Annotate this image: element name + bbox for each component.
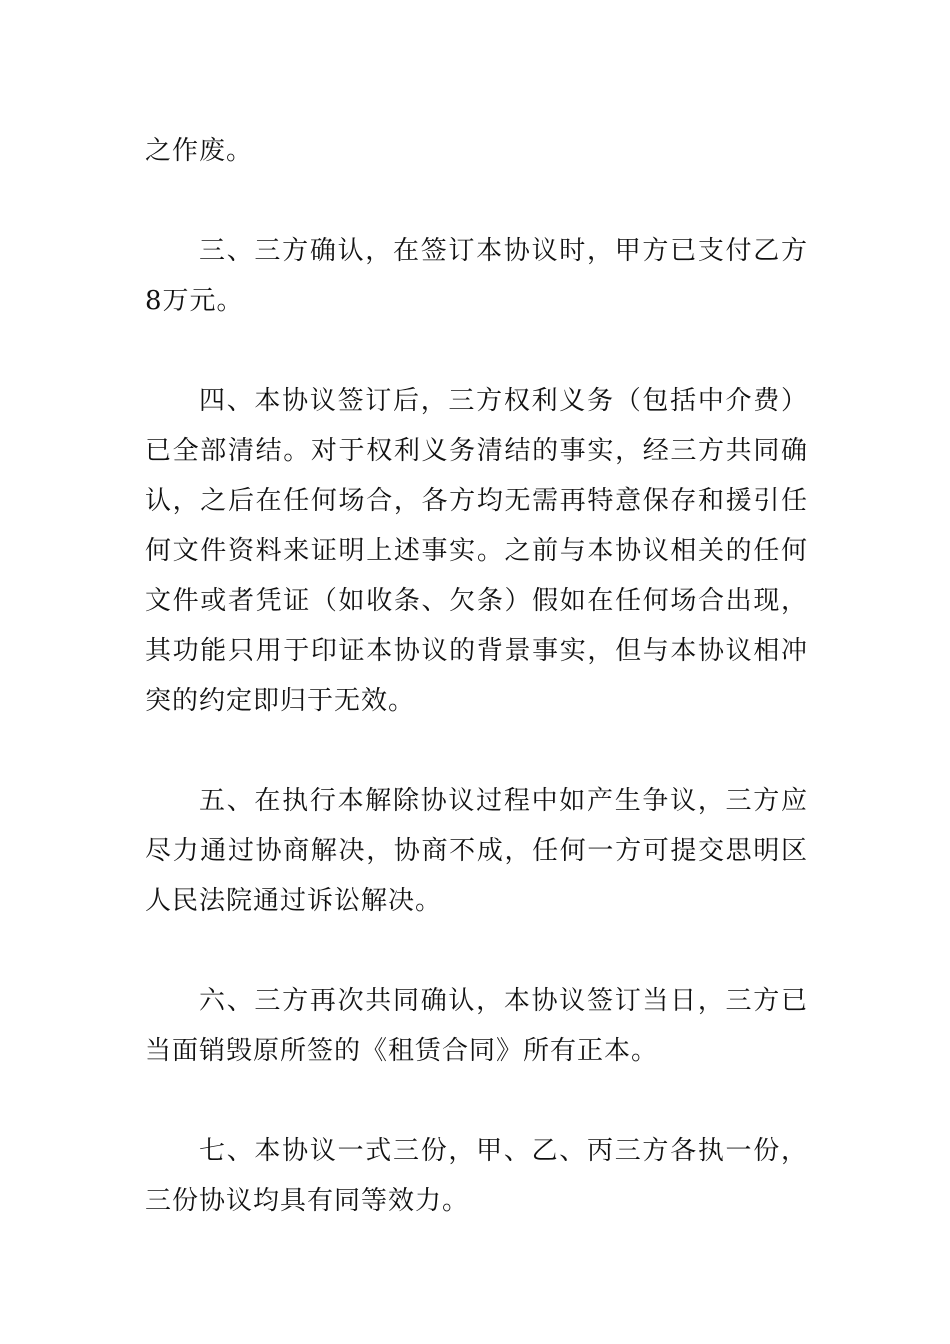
clause-6: 六、三方再次共同确认，本协议签订当日，三方已当面销毁原所签的《租赁合同》所有正本。 <box>145 986 808 1066</box>
clause-5: 五、在执行本解除协议过程中如产生争议，三方应尽力通过协商解决，协商不成，任何一方可提交思明区人民法院通过诉讼解决。 <box>145 786 808 916</box>
paragraph-continuation: 之作废。 <box>145 136 254 166</box>
clause-3: 三、三方确认，在签订本协议时，甲方已支付乙方8万元。 <box>145 236 808 316</box>
clause-7: 七、本协议一式三份，甲、乙、丙三方各执一份，三份协议均具有同等效力。 <box>145 1136 808 1216</box>
clause-4: 四、本协议签订后，三方权利义务（包括中介费）已全部清结。对于权利义务清结的事实，经三方共同确认，之后在任何场合，各方均无需再特意保存和援引任何文件资料来证明上述事实。之前与本协议相关的任何文件或者凭证（如收条、欠条）假如在任何场合出现，其功能只用于印证本协议的背景事实，但与本协议相冲突的约定即归于无效。 <box>145 386 808 716</box>
